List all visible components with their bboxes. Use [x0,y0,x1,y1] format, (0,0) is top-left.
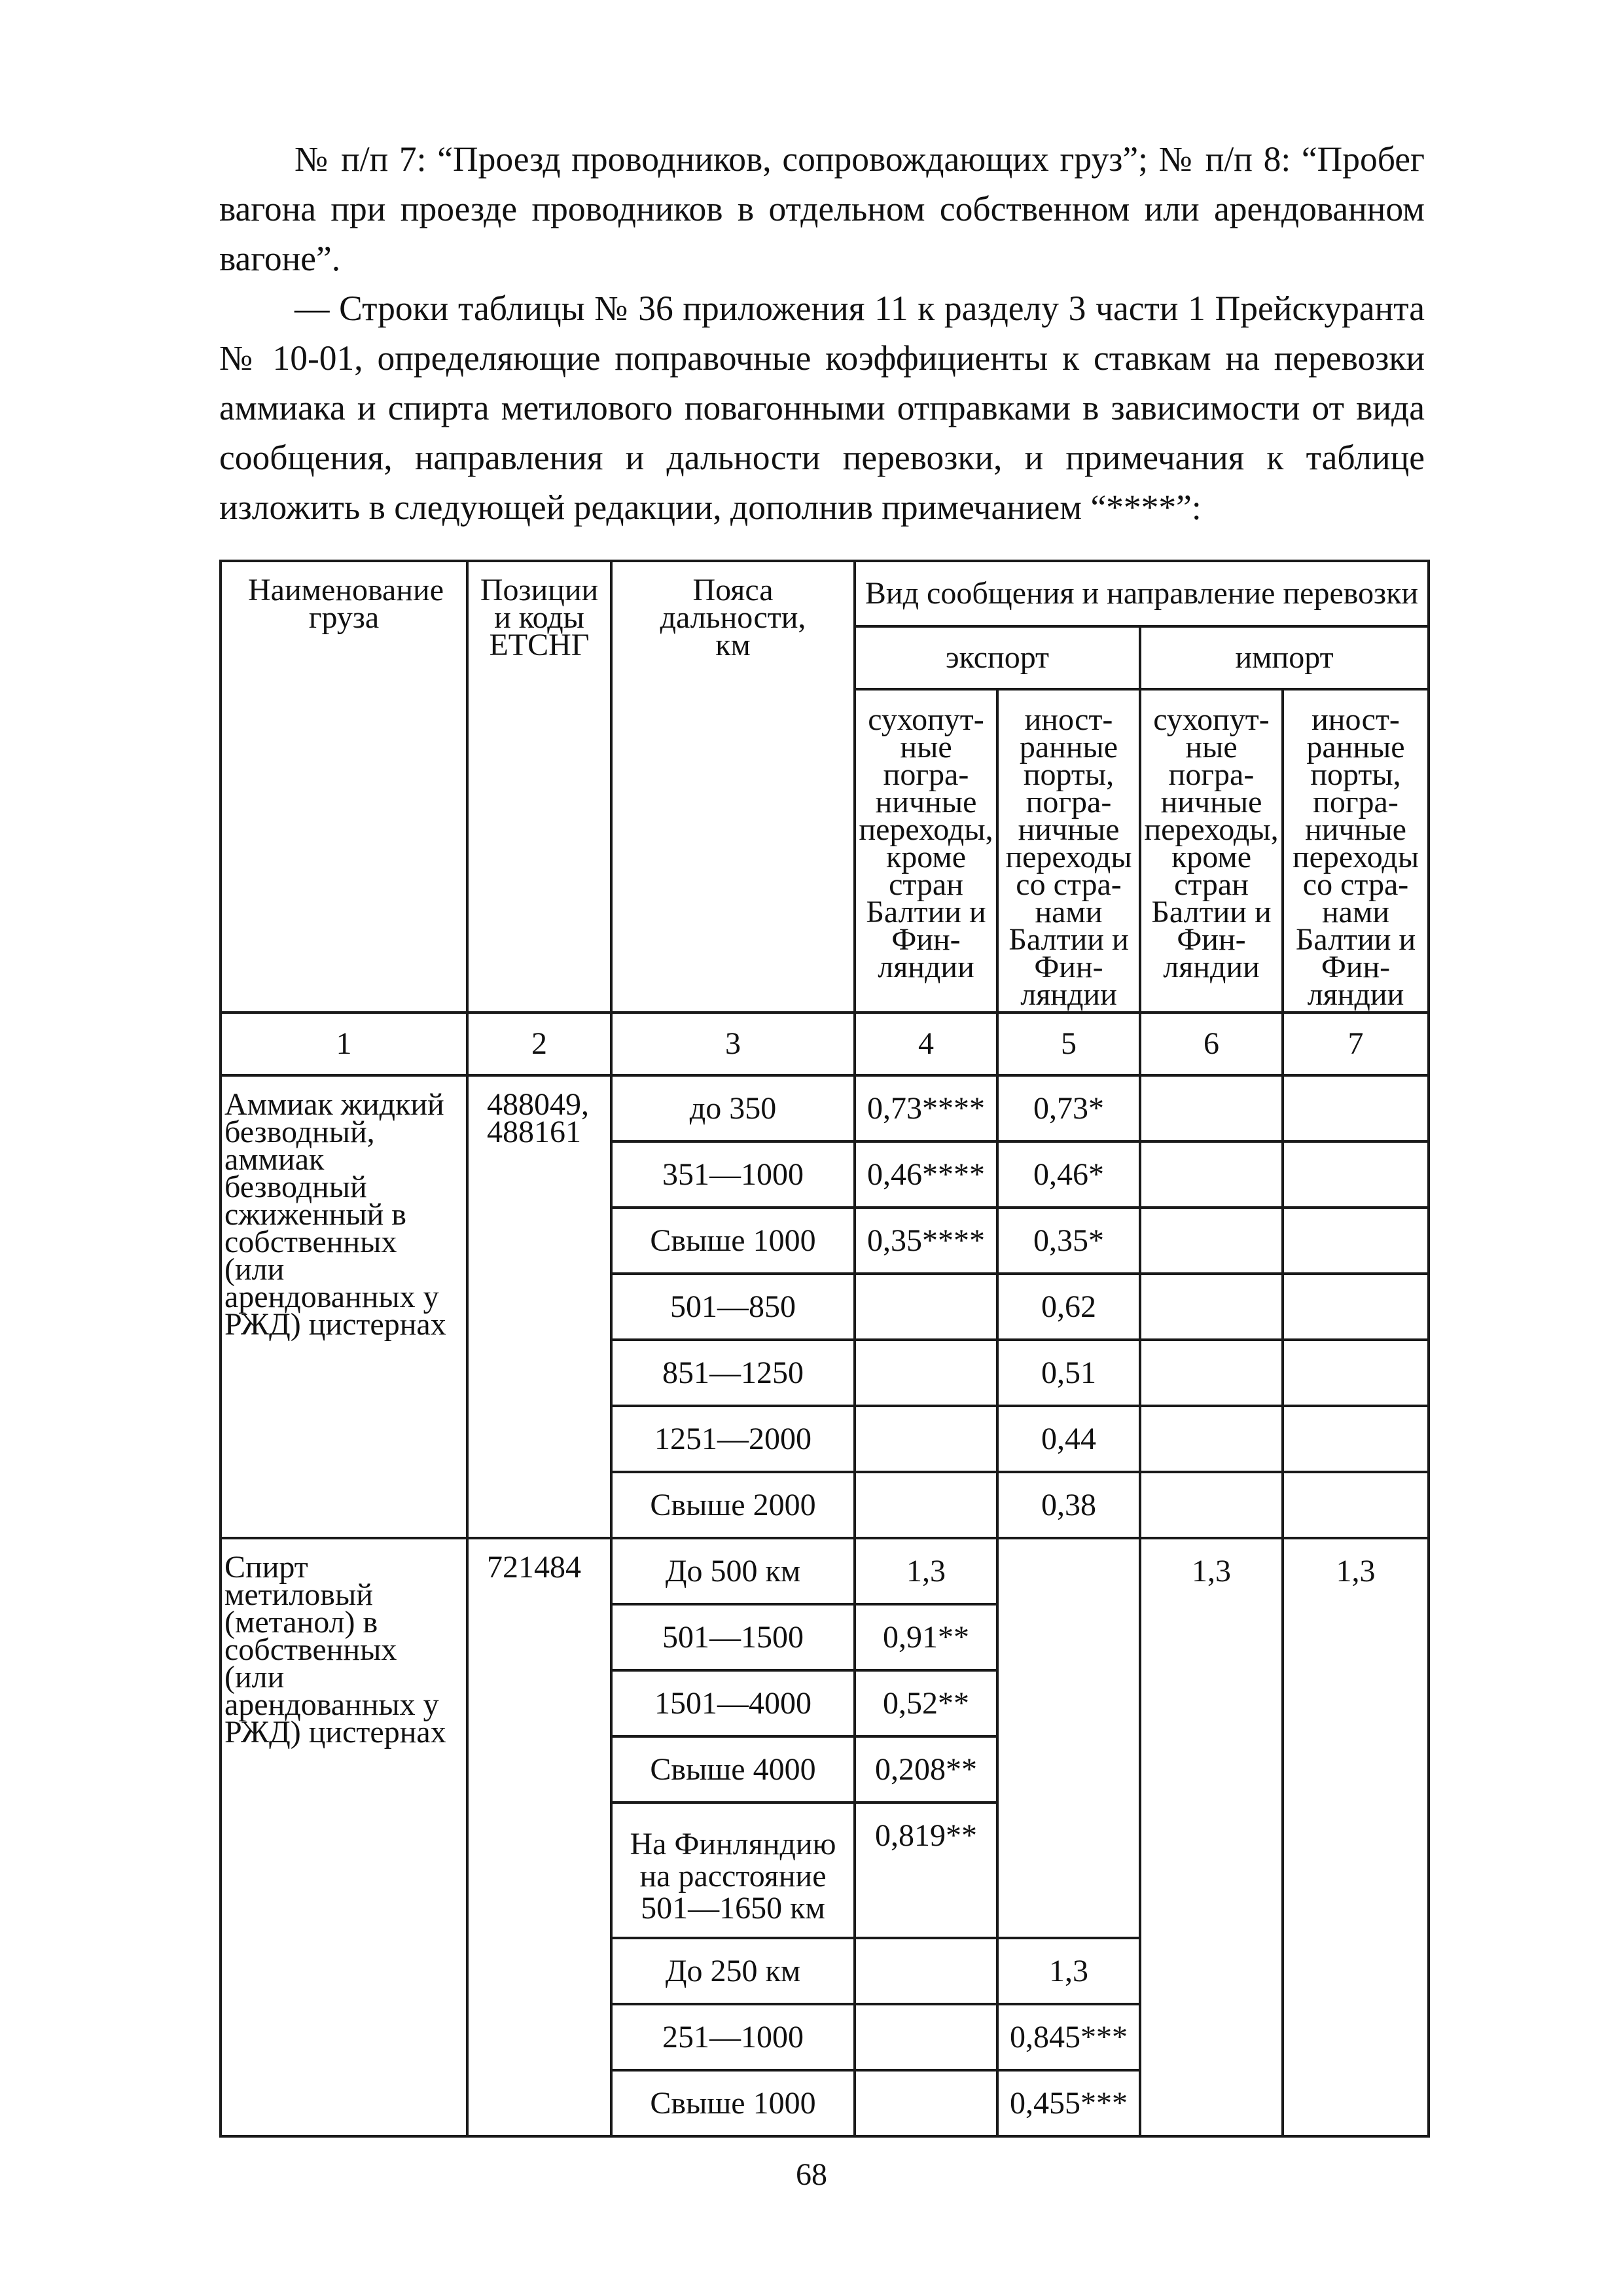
header-export: экспорт [855,626,1140,689]
table-row-zone: 501—850 [611,1274,855,1340]
table-cell [855,1406,997,1472]
ammonia-cargo-name: Аммиак жидкий безводный, аммиак безводный сжиженный в собственных (или арендованных у РЖД) цистернах [221,1075,467,1538]
table-cell: 0,44 [997,1406,1140,1472]
table-cell: 0,35* [997,1208,1140,1274]
table-cell [1283,1208,1429,1274]
table-cell [855,2004,997,2070]
table-cell [1283,1406,1429,1472]
table-cell [1140,1075,1283,1141]
coefficients-table [219,560,1430,2138]
table-row-zone: Свыше 1000 [611,2070,855,2136]
table-cell: 0,38 [997,1472,1140,1538]
table-cell [1140,1406,1283,1472]
header-cargo-name: Наименование груза [221,561,467,1013]
methanol-col7-value: 1,3 [1283,1538,1429,2136]
table-cell [1283,1340,1429,1406]
table-row-zone: Свыше 4000 [611,1736,855,1803]
table-row-zone: до 350 [611,1075,855,1141]
table-row-zone: Свыше 2000 [611,1472,855,1538]
table-row-zone: 1251—2000 [611,1406,855,1472]
header-import: импорт [1140,626,1429,689]
table-cell: 0,73* [997,1075,1140,1141]
table-cell: 0,51 [997,1340,1140,1406]
table-cell [1283,1141,1429,1208]
column-number: 6 [1140,1013,1283,1075]
table-cell: 1,3 [855,1538,997,1604]
column-number: 4 [855,1013,997,1075]
table-row-zone: До 500 км [611,1538,855,1604]
header-zones: Пояса дальности, км [611,561,855,1013]
column-number: 1 [221,1013,467,1075]
table-cell: 0,62 [997,1274,1140,1340]
table-cell [1140,1274,1283,1340]
methanol-codes: 721484 [467,1538,611,2136]
table-cell [1140,1472,1283,1538]
table-cell: 0,35**** [855,1208,997,1274]
table-cell [855,1938,997,2004]
page-number: 68 [796,2157,827,2192]
table-row-zone: 1501—4000 [611,1670,855,1736]
table-cell: 0,845*** [997,2004,1140,2070]
table-row-zone: 351—1000 [611,1141,855,1208]
methanol-cargo-name: Спирт метиловый (метанол) в собственных (или арендованных у РЖД) цистернах [221,1538,467,2136]
table-row-zone: 501—1500 [611,1604,855,1670]
table-cell [855,1472,997,1538]
table-cell: 0,455*** [997,2070,1140,2136]
table-cell [1140,1208,1283,1274]
table-row-zone: На Финляндию на расстояние 501—1650 км [611,1803,855,1938]
table-cell: 1,3 [997,1938,1140,2004]
table-cell [855,1274,997,1340]
table-cell: 0,73**** [855,1075,997,1141]
table-row-zone: 251—1000 [611,2004,855,2070]
header-col7: иност-ранные порты, погра-ничные переходы со стра-нами Балтии и Фин-ляндии [1283,689,1429,1013]
header-col5: иност-ранные порты, погра-ничные переходы со стра-нами Балтии и Фин-ляндии [997,689,1140,1013]
table-cell: 0,208** [855,1736,997,1803]
table-cell [1283,1472,1429,1538]
table-cell [997,1538,1140,1938]
intro-paragraph-1: № п/п 7: “Проезд проводников, сопровождающих груз”; № п/п 8: “Пробег вагона при проезде проводников в отдельном собственном или арендованном вагоне”. [219,139,1425,278]
table-cell [1140,1340,1283,1406]
header-col6: сухопут-ные погра-ничные переходы, кроме стран Балтии и Фин-ляндии [1140,689,1283,1013]
column-number: 5 [997,1013,1140,1075]
table-row-zone: Свыше 1000 [611,1208,855,1274]
table-cell: 0,46* [997,1141,1140,1208]
table-row-zone: До 250 км [611,1938,855,2004]
header-type-direction: Вид сообщения и направление перевозки [855,561,1429,626]
header-positions: Позиции и коды ЕТСНГ [467,561,611,1013]
table-cell [855,2070,997,2136]
table-cell [855,1340,997,1406]
column-number: 2 [467,1013,611,1075]
intro-text [219,134,1425,532]
table-cell [1283,1075,1429,1141]
intro-paragraph-2: — Строки таблицы № 36 приложения 11 к разделу 3 части 1 Прейскуранта № 10-01, определяющие поправочные коэффициенты к ставкам на перевозки аммиака и спирта метилового повагонными отправками в зависимости от вида сообщения, направления и дальности перевозки, и примечания к таблице изложить в следующей редакции, дополнив примечанием “****”: [219,289,1425,527]
table-cell [1140,1141,1283,1208]
table-cell: 0,91** [855,1604,997,1670]
table-cell: 0,819** [855,1803,997,1938]
table-row-zone: 851—1250 [611,1340,855,1406]
column-number: 7 [1283,1013,1429,1075]
table-cell: 0,46**** [855,1141,997,1208]
table-cell [1283,1274,1429,1340]
table-cell: 0,52** [855,1670,997,1736]
header-col4: сухопут-ные погра-ничные переходы, кроме стран Балтии и Фин-ляндии [855,689,997,1013]
ammonia-codes: 488049, 488161 [467,1075,611,1538]
methanol-col6-value: 1,3 [1140,1538,1283,2136]
column-number: 3 [611,1013,855,1075]
